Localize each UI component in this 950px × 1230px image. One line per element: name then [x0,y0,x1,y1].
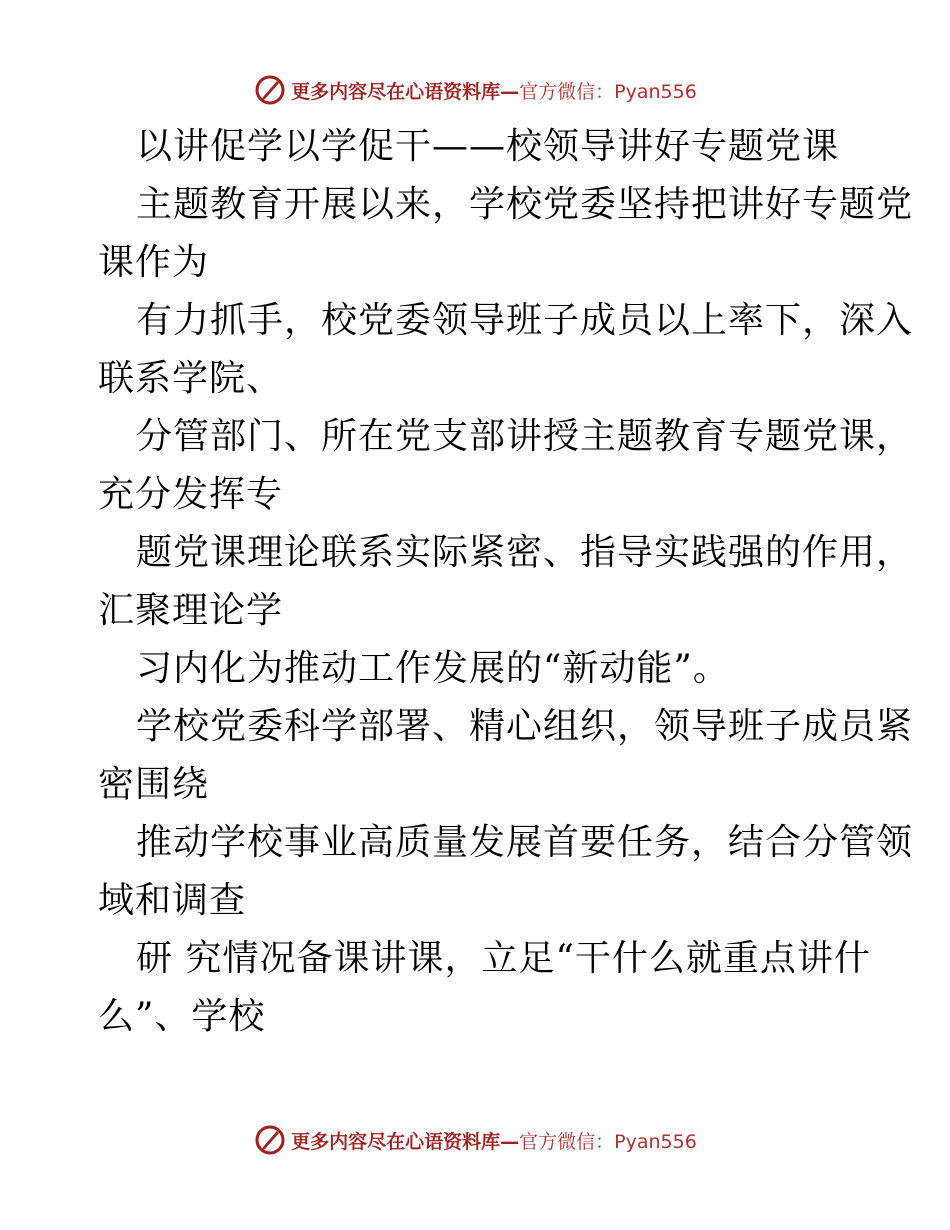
paragraph-line: 学校党委科学部署、精心组织，领导班子成员紧 [136,706,914,747]
paragraph-line: 汇聚理论学 [98,590,284,631]
banner-main-text: 更多内容尽在心语资料库 [291,80,501,103]
footer-banner [0,1120,950,1160]
paragraph-line: 研 究情况备课讲课，立足“干什么就重点讲什 [136,938,871,979]
paragraph-line: 推动学校事业高质量发展首要任务，结合分管领 [136,822,914,863]
quill-logo-icon [253,73,287,107]
paragraph-line: 主题教育开展以来，学校党委坚持把讲好专题党 [136,184,914,225]
banner-wechat-text: 官方微信：Pyan556 [519,80,697,103]
banner-wechat-text: 官方微信：Pyan556 [519,1130,697,1153]
paragraph-line: 分管部门、所在党支部讲授主题教育专题党课， [136,416,914,457]
quill-logo-icon [253,1123,287,1157]
banner-main-text: 更多内容尽在心语资料库 [291,1130,501,1153]
paragraph-line: 题党课理论联系实际紧密、指导实践强的作用， [136,532,914,573]
paragraph-line: 充分发挥专 [98,474,284,515]
paragraph-line: 习内化为推动工作发展的“新动能”。 [136,648,730,689]
document-body [98,118,914,1046]
paragraph-line: 有力抓手，校党委领导班子成员以上率下，深入 [136,300,914,341]
paragraph-line: 么”、学校 [98,996,266,1037]
banner-separator: — [500,80,520,103]
paragraph-line: 密围绕 [98,764,210,805]
paragraph-line: 域和调查 [98,880,247,921]
document-title: 以讲促学以学促干——校领导讲好专题党课 [136,126,840,167]
banner-separator: — [500,1130,520,1153]
header-banner [0,70,950,110]
paragraph-line: 课作为 [98,242,210,283]
paragraph-line: 联系学院、 [98,358,284,399]
